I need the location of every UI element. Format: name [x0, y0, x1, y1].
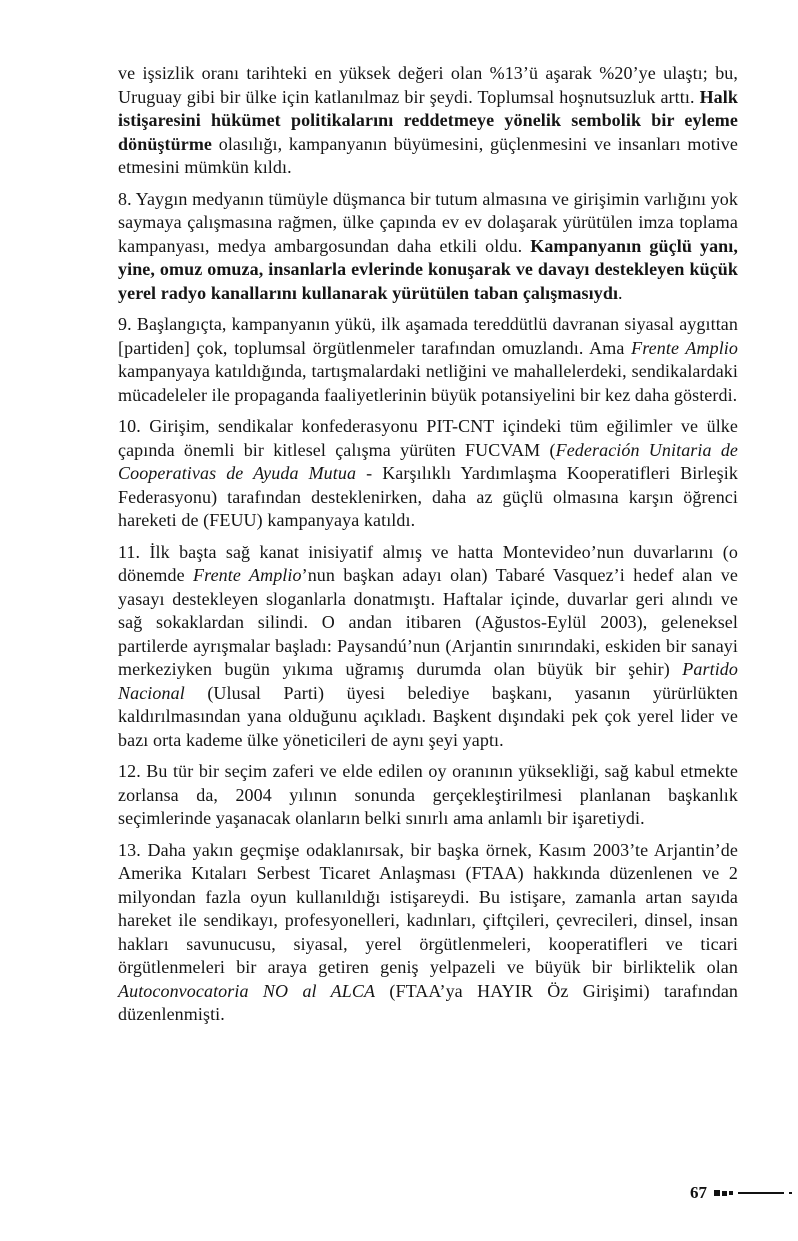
- squares-decoration-icon: [714, 1190, 733, 1196]
- body-text: [118, 62, 738, 1035]
- text-run: 12. Bu tür bir seçim zaferi ve elde edilen oy oranının yüksekliği, sağ kabul etmekte zorlansa da, 2004 yılının sonunda gerçekleştirilmesi planlanan başkanlık seçimlerinde yaşanacak olanların belki sınırlı ama anlamlı bir işaretiydi.: [118, 761, 738, 828]
- bold-text: Kampanyanın güçlü yanı, yine, omuz omuza, insanlarla evlerinde konuşarak ve davayı destekleyen küçük yerel radyo kanallarını kullanarak yürütülen taban çalışmasıydı: [118, 235, 738, 303]
- paragraph: [118, 62, 738, 180]
- text-run: 10. Girişim, sendikalar konfederasyonu PIT-CNT içindeki tüm eğilimler ve ülke çapında önemli bir kitlesel çalışma yürüten FUCVAM (: [118, 416, 738, 460]
- page-footer: [690, 1183, 792, 1203]
- text-run: ve işsizlik oranı tarihteki en yüksek değeri olan %13’ü aşarak %20’ye ulaştı; bu, Uruguay gibi bir ülke için katlanılmaz bir şeydi. Toplumsal hoşnutsuzluk arttı.: [118, 63, 738, 107]
- paragraph: [118, 839, 738, 1027]
- text-run: 13. Daha yakın geçmişe odaklanırsak, bir başka örnek, Kasım 2003’te Arjantin’de Amerika Kıtaları Serbest Ticaret Anlaşması (FTAA) hakkında düzenlenen ve 2 milyondan fazla oyun kullanıldığı istişareydi. Bu istişare, zamanla artan sayıda hareket ile sendikayı, profesyonelleri, kadınları, çiftçileri, çevrecileri, dinsel, insan hakları savunucusu, siyasal, yerel örgütlenmeleri, kooperatifleri ve ticari örgütlenmeleri bir araya getiren geniş yelpazeli ve büyük bir birliktelik olan: [118, 839, 738, 977]
- text-run: (FTAA’ya HAYIR Öz Girişimi) tarafından düzenlenmişti.: [118, 980, 739, 1024]
- text-run: 11. İlk başta sağ kanat inisiyatif almış ve hatta Montevideo’nun duvarlarını (o dönemde: [118, 541, 738, 585]
- text-run: olasılığı, kampanyanın büyümesini, güçlenmesini ve insanları motive etmesini mümkün kıldı.: [118, 133, 738, 177]
- text-run: kampanyaya katıldığında, tartışmalardaki netliğini ve mahallelerdeki, sendikalardaki mücadeleler ile propaganda faaliyetlerinin büyük potansiyelini bir kez daha gösterdi.: [118, 361, 738, 405]
- bold-text: Halk istişaresini hükümet politikalarını reddetmeye yönelik sembolik bir eyleme dönüştürme: [118, 86, 738, 154]
- text-run: 9. Başlangıçta, kampanyanın yükü, ilk aşamada tereddütlü davranan siyasal aygıttan [partiden] çok, toplumsal örgütlenmeler tarafından omuzlandı. Ama: [118, 314, 738, 358]
- paragraph: [118, 188, 738, 306]
- paragraph: [118, 541, 738, 753]
- italic-text: Frente Amplio: [193, 565, 302, 585]
- italic-text: Federación Unitaria de Cooperativas de Ayuda Mutua: [118, 439, 739, 483]
- paragraph: [118, 313, 738, 407]
- italic-text: Frente Amplio: [631, 337, 738, 358]
- italic-text: Partido Nacional: [118, 659, 738, 703]
- page-number: 67: [690, 1183, 707, 1202]
- paragraph: [118, 760, 738, 831]
- text-run: ’nun başkan adayı olan) Tabaré Vasquez’i hedef alan ve yasayı destekleyen sloganlarla donatmıştı. Haftalar içinde, duvarlar geri alındı ve sağ sokaklardan silindi. O andan itibaren (Ağustos-Eylül 2003), geleneksel partilerde ayrışmalar başladı: Paysandú’nun (Arjantin sınırındaki, eskiden bir sanayi merkeziyken bugün yıkıma uğramış durumda olan büyük bir şehir): [118, 565, 738, 679]
- text-run: (Ulusal Parti) üyesi belediye başkanı, yasanın yürürlükten kaldırılmasından yana olduğunu açıkladı. Başkent dışındaki pek çok yerel lider ve bazı orta kademe ülke yöneticileri de aynı şeyi yaptı.: [118, 682, 738, 750]
- text-run: .: [618, 282, 623, 303]
- footer-rule: [738, 1192, 784, 1194]
- footer-dot: [789, 1192, 792, 1194]
- text-run: - Karşılıklı Yardımlaşma Kooperatifleri Birleşik Federasyonu) tarafından desteklenirken, daha az güçlü olmasına karşın öğrenci hareketi de (FEUU) kampanyaya katıldı.: [118, 463, 738, 530]
- italic-text: Autoconvocatoria NO al ALCA: [118, 980, 376, 1001]
- text-run: 8. Yaygın medyanın tümüyle düşmanca bir tutum almasına ve girişimin varlığını yok saymaya çalışmasına rağmen, ülke çapında ev ev dolaşarak yürütülen imza toplama kampanyası, medya ambargosundan daha etkili oldu.: [118, 188, 738, 256]
- paragraph: [118, 415, 738, 533]
